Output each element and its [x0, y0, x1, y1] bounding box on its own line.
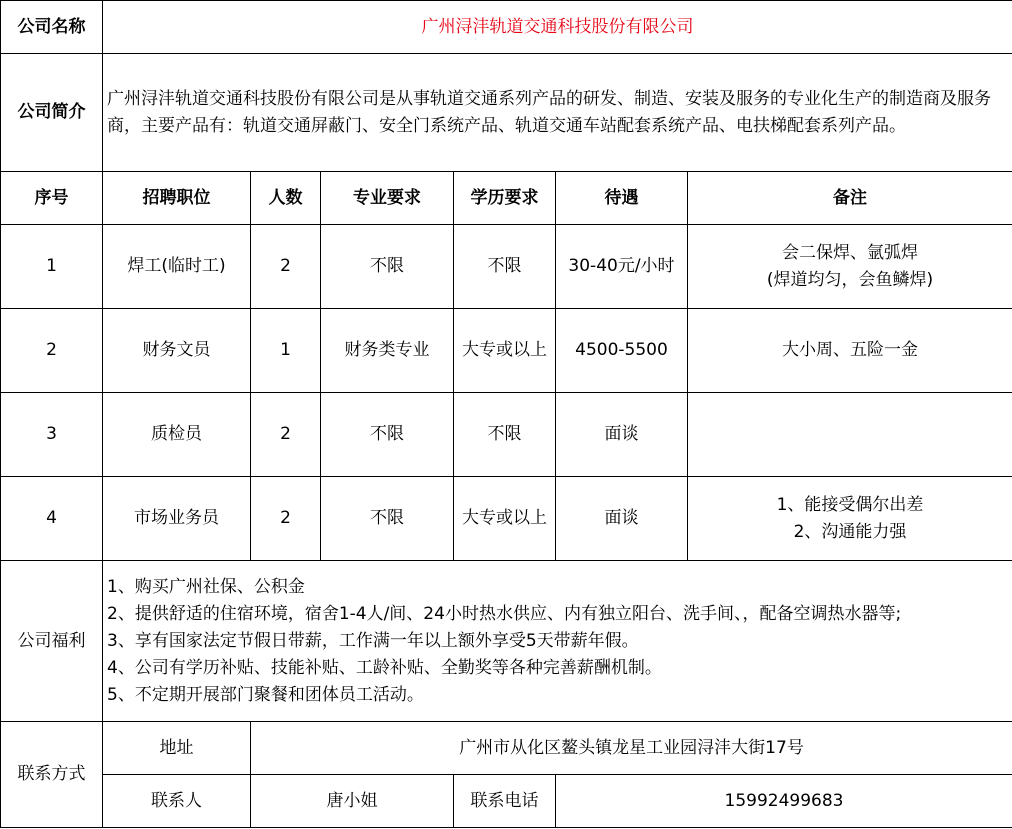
job-major: 不限	[321, 477, 454, 561]
contact-phone-value: 15992499683	[556, 775, 1012, 828]
table-row	[1, 225, 1012, 309]
benefit-item: 5、不定期开展部门聚餐和团体员工活动。	[107, 684, 424, 705]
job-pay: 30-40元/小时	[556, 225, 688, 309]
job-major: 财务类专业	[321, 309, 454, 393]
header-count: 人数	[251, 172, 321, 225]
job-no: 2	[1, 309, 103, 393]
jobs-header-row	[1, 172, 1012, 225]
job-position: 焊工(临时工)	[103, 225, 251, 309]
job-note-line: 2、沟通能力强	[793, 521, 907, 542]
job-education: 大专或以上	[454, 309, 556, 393]
benefit-item: 1、购买广州社保、公积金	[107, 576, 305, 597]
job-no: 1	[1, 225, 103, 309]
job-pay: 面谈	[556, 477, 688, 561]
job-no: 3	[1, 393, 103, 477]
contact-address-row	[1, 722, 1012, 775]
header-education: 学历要求	[454, 172, 556, 225]
job-position: 质检员	[103, 393, 251, 477]
job-note-line: 大小周、五险一金	[782, 340, 919, 360]
company-intro-label: 公司简介	[1, 54, 103, 172]
job-count: 1	[251, 309, 321, 393]
address-label: 地址	[103, 722, 251, 775]
benefit-item: 3、享有国家法定节假日带薪，工作满一年以上额外享受5天带薪年假。	[107, 630, 639, 651]
job-pay: 4500-5500	[556, 309, 688, 393]
company-intro-row	[1, 54, 1012, 172]
contact-label: 联系方式	[1, 722, 103, 828]
job-count: 2	[251, 477, 321, 561]
header-position: 招聘职位	[103, 172, 251, 225]
company-name: 广州浔沣轨道交通科技股份有限公司	[103, 1, 1012, 54]
job-major: 不限	[321, 225, 454, 309]
job-notes	[688, 309, 1012, 393]
benefits-list	[103, 561, 1012, 722]
contact-person-row	[1, 775, 1012, 828]
company-name-row	[1, 1, 1012, 54]
header-pay: 待遇	[556, 172, 688, 225]
header-notes: 备注	[688, 172, 1012, 225]
job-major: 不限	[321, 393, 454, 477]
contact-phone-label: 联系电话	[454, 775, 556, 828]
company-name-label: 公司名称	[1, 1, 103, 54]
benefit-item: 4、公司有学历补贴、技能补贴、工龄补贴、全勤奖等各种完善薪酬机制。	[107, 657, 662, 678]
job-education: 不限	[454, 393, 556, 477]
job-note-line: 会二保焊、氩弧焊	[782, 242, 919, 263]
job-education: 不限	[454, 225, 556, 309]
header-no: 序号	[1, 172, 103, 225]
job-notes	[688, 225, 1012, 309]
job-education: 大专或以上	[454, 477, 556, 561]
job-notes	[688, 393, 1012, 477]
address-value: 广州市从化区鳌头镇龙星工业园浔沣大街17号	[251, 722, 1012, 775]
job-position: 财务文员	[103, 309, 251, 393]
job-note-line: (焊道均匀，会鱼鳞焊)	[766, 269, 934, 290]
job-count: 2	[251, 393, 321, 477]
job-note-line: 1、能接受偶尔出差	[776, 494, 924, 515]
benefit-item: 2、提供舒适的住宿环境，宿舍1-4人/间、24小时热水供应、内有独立阳台、洗手间、，配备空调热水器等;	[107, 603, 902, 624]
job-notes	[688, 477, 1012, 561]
table-row	[1, 393, 1012, 477]
job-count: 2	[251, 225, 321, 309]
table-row	[1, 309, 1012, 393]
benefits-label: 公司福利	[1, 561, 103, 722]
company-intro-text: 广州浔沣轨道交通科技股份有限公司是从事轨道交通系列产品的研发、制造、安装及服务的专业化生产的制造商及服务商，主要产品有：轨道交通屏蔽门、安全门系统产品、轨道交通车站配套系统产品、电扶梯配套系列产品。	[103, 54, 1012, 172]
contact-person-value: 唐小姐	[251, 775, 454, 828]
job-pay: 面谈	[556, 393, 688, 477]
job-no: 4	[1, 477, 103, 561]
header-major: 专业要求	[321, 172, 454, 225]
table-row	[1, 477, 1012, 561]
contact-person-label: 联系人	[103, 775, 251, 828]
job-position: 市场业务员	[103, 477, 251, 561]
benefits-row	[1, 561, 1012, 722]
